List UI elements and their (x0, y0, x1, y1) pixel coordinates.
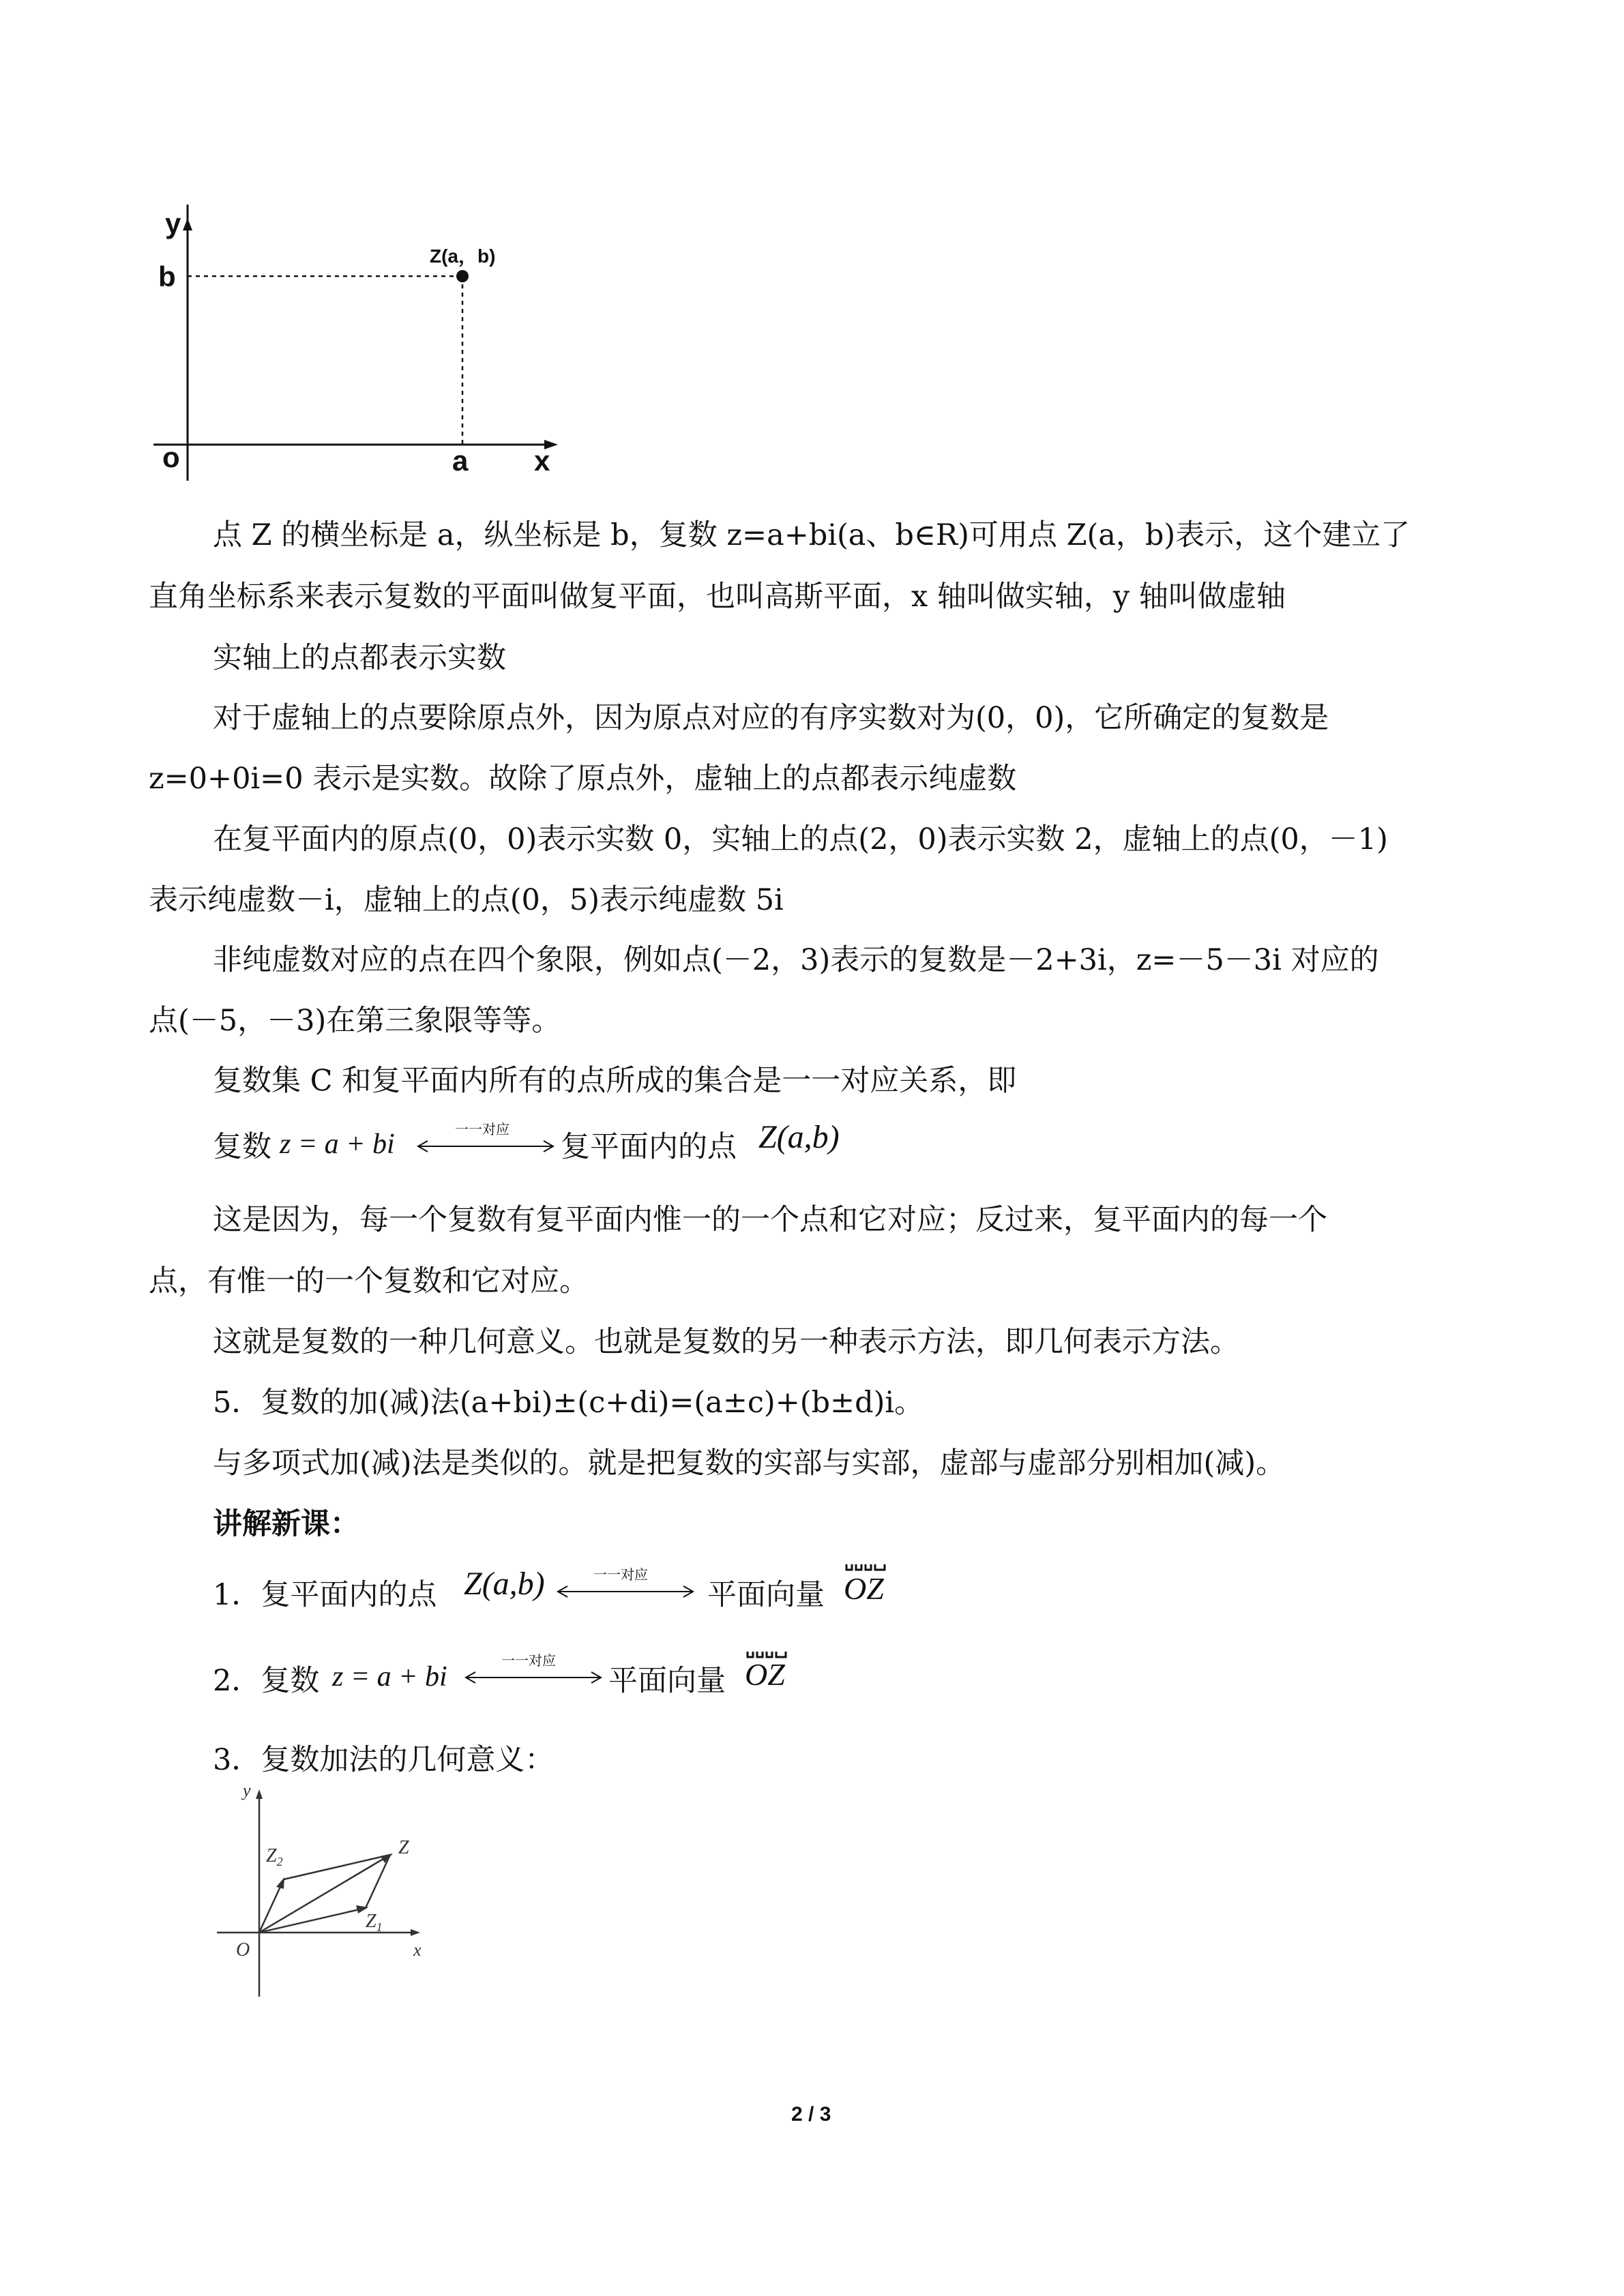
y-axis-arrow (256, 1789, 263, 1799)
z1-label: $Z_1$ (366, 1911, 383, 1934)
arrow-label: 一一对应 (593, 1567, 648, 1583)
paragraph-line: 对于虚轴上的点要除原点外，因为原点对应的有序实数对为(0，0)，它所确定的复数是 (213, 701, 1329, 735)
item2-prefix: 2．复数 (213, 1664, 320, 1698)
item1-prefix: 1．复平面内的点 (213, 1578, 437, 1612)
point-z (456, 270, 469, 282)
item2-lhs: z = a + bi (332, 1661, 447, 1693)
parallelogram-side-top (284, 1855, 390, 1879)
paragraph-line: 实轴上的点都表示实数 (213, 641, 506, 675)
formula-rhs: Z(a,b) (758, 1119, 840, 1155)
paragraph-line: 复数集 C 和复平面内所有的点所成的集合是一一对应关系，即 (213, 1064, 1017, 1098)
item-addition-geometry: 3．复数加法的几何意义： (213, 1743, 555, 1777)
bidirectional-arrow (414, 1122, 557, 1163)
paragraph-line: 这就是复数的一种几何意义。也就是复数的另一种表示方法，即几何表示方法。 (213, 1325, 1239, 1359)
page-number: 2 / 3 (791, 2103, 831, 2126)
x-axis-label: x (413, 1940, 422, 1960)
formula-prefix: 复数 (213, 1130, 271, 1164)
item1-rhs: OZ (844, 1571, 884, 1606)
formula-middle: 复平面内的点 (561, 1130, 737, 1164)
origin-label: o (162, 441, 180, 473)
x-axis-label: x (534, 445, 550, 477)
paragraph-line: 表示纯虚数－i，虚轴上的点(0，5)表示纯虚数 5i (149, 883, 784, 917)
y-axis-label: y (243, 1780, 251, 1800)
bidirectional-arrow (554, 1567, 697, 1608)
z2-label: $Z_2$ (266, 1845, 283, 1868)
vector-oz1 (259, 1908, 366, 1933)
item1-lhs: Z(a,b) (464, 1566, 545, 1602)
a-label: a (452, 445, 469, 477)
item2-rhs: OZ (745, 1657, 785, 1692)
y-axis-arrow (183, 218, 192, 230)
paragraph-line: 直角坐标系来表示复数的平面叫做复平面，也叫高斯平面，x 轴叫做实轴，y 轴叫做虚轴 (149, 580, 1286, 614)
paragraph-line: 在复平面内的原点(0，0)表示实数 0，实轴上的点(2，0)表示实数 2，虚轴上的点(0，－1) (213, 822, 1388, 856)
formula-lhs: z = a + bi (280, 1129, 395, 1160)
paragraph-line: 非纯虚数对应的点在四个象限，例如点(－2，3)表示的复数是－2+3i，z=－5－3i 对应的 (213, 943, 1379, 977)
arrowhead-z2 (276, 1877, 284, 1889)
point-z-label: Z(a，b) (430, 245, 496, 267)
arrow-label: 一一对应 (501, 1653, 556, 1669)
section-heading: 讲解新课： (213, 1507, 359, 1541)
paragraph-line: 这是因为，每一个复数有复平面内惟一的一个点和它对应；反过来，复平面内的每一个 (213, 1203, 1327, 1237)
b-label: b (158, 260, 176, 293)
z-label: Z (398, 1837, 409, 1858)
y-axis-label: y (165, 207, 181, 239)
item2-middle: 平面向量 (608, 1664, 726, 1698)
paragraph-line: z=0+0i=0 表示是实数。故除了原点外，虚轴上的点都表示纯虚数 (149, 762, 1017, 796)
paragraph-line: 与多项式加(减)法是类似的。就是把复数的实部与实部，虚部与虚部分别相加(减)。 (213, 1446, 1286, 1480)
vector-addition-figure (205, 1778, 437, 2003)
complex-plane-figure (136, 205, 573, 491)
origin-label: O (236, 1939, 250, 1960)
paragraph-line: 点(－5，－3)在第三象限等等。 (149, 1004, 561, 1038)
bidirectional-arrow (462, 1653, 605, 1694)
item1-middle: 平面向量 (707, 1578, 825, 1612)
paragraph-line: 5．复数的加(减)法(a+bi)±(c+di)=(a±c)+(b±d)i。 (213, 1386, 924, 1420)
arrow-label: 一一对应 (455, 1122, 510, 1137)
paragraph-line: 点，有惟一的一个复数和它对应。 (149, 1264, 589, 1298)
x-axis-arrow (411, 1929, 420, 1936)
paragraph-line: 点 Z 的横坐标是 a，纵坐标是 b，复数 z=a+bi(a、b∈R)可用点 Z(a，b)表示，这个建立了 (213, 518, 1411, 552)
